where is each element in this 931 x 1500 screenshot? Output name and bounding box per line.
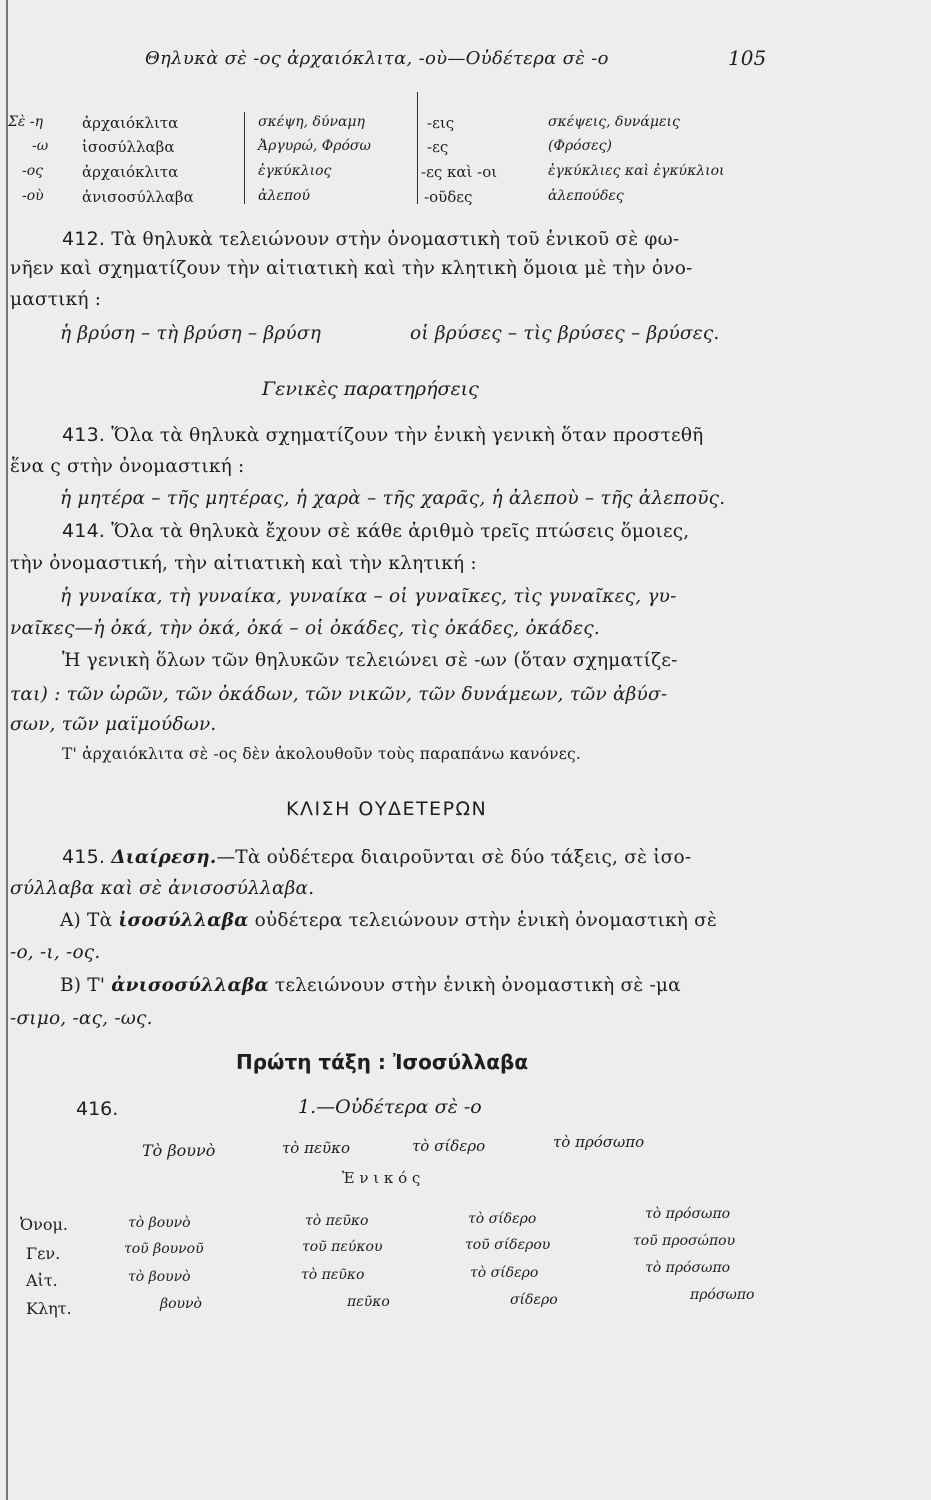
declension-cell: τὸ πρόσωπο (645, 1260, 731, 1276)
case-label: Γεν. (26, 1244, 61, 1263)
page-number: 105 (728, 46, 767, 70)
class-heading: Πρώτη τάξη : Ἰσοσύλλαβα (236, 1050, 529, 1074)
table-row: -ος (22, 163, 43, 179)
section-heading-neuter: ΚΛΙΣΗ ΟΥΔΕΤΕΡΩΝ (286, 798, 488, 820)
term-division: Διαίρεση. (111, 847, 217, 868)
example-singular: ἡ βρύση – τὴ βρύση – βρύση (60, 323, 321, 344)
noun-heading: τὸ πεῦκο (282, 1139, 350, 1157)
declension-cell: τὸ βουνὸ (128, 1269, 191, 1285)
declension-cell: τὸ πεῦκο (305, 1213, 369, 1229)
table-row: -οὺ (22, 188, 44, 204)
declension-cell: τὸ σίδερο (468, 1211, 537, 1227)
subheading: 1.—Οὐδέτερα σὲ -ο (298, 1096, 482, 1118)
declension-cell: τὸ πρόσωπο (645, 1206, 731, 1222)
item-b: Β) Τ' ἀνισοσύλλαβα τελειώνουν στὴν ἑνικὴ ὀνομαστικὴ σὲ -μα (60, 975, 681, 996)
declension-cell: τοῦ προσώπου (633, 1233, 736, 1249)
paragraph-number: 413. (62, 424, 106, 446)
noun-heading: τὸ σίδερο (412, 1137, 486, 1155)
note: Τ' ἀρχαιόκλιτα σὲ -ος δὲν ἀκολουθοῦν τοὺς παραπάνω κανόνες. (62, 745, 582, 763)
example-genitive: ἡ μητέρα – τῆς μητέρας, ἡ χαρὰ – τῆς χαρᾶς, ἡ ἀλεποὺ – τῆς ἀλεποῦς. (60, 488, 726, 509)
noun-heading: Τὸ βουνὸ (142, 1141, 216, 1160)
declension-cell: σίδερο (510, 1292, 558, 1308)
book-page: Θηλυκὰ σὲ -ος ἀρχαιόκλιτα, -οὺ—Οὐδέτερα σὲ -ο 105 Σὲ -η ἀρχαιόκλιτα σκέψη, δύναμη -εις σκέψεις, δυνάμεις -ω ἰσοσύλλαβα Ἀργυρώ, Φρόσω -ες (Φρόσες) -ος ἀρχαιόκλιτα ἐγκύκλιος -ες καὶ -οι ἐγκύκλιες καὶ ἐγκύκλιοι -οὺ ἀνισοσύλλαβα ἀλεπού -οῦδες ἀλεπούδες 412. Τὰ θηλυκὰ τελειώνουν στὴν ὀνομαστικὴ τοῦ ἑνικοῦ σὲ φω- νῆεν καὶ σχηματίζουν τὴν αἰτιατικὴ καὶ τὴν κλητικὴ ὅμοια μὲ τὴν ὀνο- μαστική : ἡ βρύση – τὴ βρύση – βρύση οἱ βρύσες – τὶς βρύσες – βρύσες. Γενικὲς παρατηρήσεις 413. Ὅλα τὰ θηλυκὰ σχηματίζουν τὴν ἑνικὴ γενικὴ ὅταν προστεθῆ ἕνα ς στὴν ὀνομαστική : ἡ μητέρα – τῆς μητέρας, ἡ χαρὰ – τῆς χαρᾶς, ἡ ἀλεποὺ – τῆς ἀλεποῦς. 414. Ὅλα τὰ θηλυκὰ ἔχουν σὲ κάθε ἀριθμὸ τρεῖς πτώσεις ὅμοιες, τὴν ὀνομαστική, τὴν αἰτιατικὴ καὶ τὴν κλητική : ἡ γυναίκα, τὴ γυναίκα, γυναίκα – οἱ γυναῖκες, τὶς γυναῖκες, γυ- ναῖκες—ἡ ὀκά, τὴν ὀκά, ὀκά – οἱ ὀκάδες, τὶς ὀκάδες, ὀκάδες. Ἡ γενικὴ ὅλων τῶν θηλυκῶν τελειώνει σὲ -ων (ὅταν σχηματίζε- ται) : τῶν ὡρῶν, τῶν ὀκάδων, τῶν νικῶν, τῶν δυνάμεων, τῶν ἀβύσ- σων, τῶν μαϊμούδων. Τ' ἀρχαιόκλιτα σὲ -ος δὲν ἀκολουθοῦν τοὺς παραπάνω κανόνες. ΚΛΙΣΗ ΟΥΔΕΤΕΡΩΝ 415. Διαίρεση.—Τὰ οὐδέτερα διαιροῦνται σὲ δύο τάξεις, σὲ ἰσο- σύλλαβα καὶ σὲ ἀνισοσύλλαβα. Α) Τὰ ἰσοσύλλαβα οὐδέτερα τελειώνουν στὴν ἑνικὴ ὀνομαστικὴ σὲ -ο, -ι, -ος. Β) Τ' ἀνισοσύλλαβα τελειώνουν στὴν ἑνικὴ ὀνομαστικὴ σὲ -μα -σιμο, -ας, -ως. Πρώτη τάξη : Ἰσοσύλλαβα 416. 1.—Οὐδέτερα σὲ -ο Τὸ βουνὸ τὸ πεῦκο τὸ σίδερο τὸ πρόσωπο Ἑ ν ι κ ό ς Ὀνομ. Γεν. Αἰτ. Κλητ. τὸ βουνὸ τοῦ βουνοῦ τὸ βουνὸ βουνὸ τὸ πεῦκο τοῦ πεύκου τὸ πεῦκο πεῦκο τὸ σίδερο τοῦ σίδερου τὸ σίδερο σίδερο τὸ πρόσωπο τοῦ προσώπου τὸ πρόσωπο πρόσωπο (0, 0, 931, 1500)
example-plural: οἱ βρύσες – τὶς βρύσες – βρύσες. (410, 323, 720, 344)
number-label: Ἑ ν ι κ ό ς (342, 1169, 421, 1187)
paragraph-number: 412. (62, 228, 106, 250)
declension-cell: βουνὸ (160, 1296, 202, 1312)
paragraph-number: 416. (76, 1098, 119, 1120)
case-label: Αἰτ. (26, 1271, 58, 1290)
declension-cell: τὸ πεῦκο (301, 1267, 365, 1283)
section-heading-general: Γενικὲς παρατηρήσεις (262, 378, 479, 400)
paragraph-number: 415. (62, 846, 106, 868)
declension-cell: τοῦ βουνοῦ (124, 1241, 204, 1257)
case-label: Ὀνομ. (20, 1215, 68, 1234)
declension-cell: τοῦ πεύκου (302, 1239, 383, 1255)
declension-cell: πρόσωπο (690, 1287, 755, 1303)
table-divider (417, 92, 418, 204)
case-label: Κλητ. (26, 1299, 72, 1318)
table-divider (244, 112, 245, 204)
declension-cell: τὸ σίδερο (470, 1265, 539, 1281)
declension-cell: τοῦ σίδερου (465, 1237, 551, 1253)
declension-cell: πεῦκο (347, 1294, 390, 1310)
paragraph-number: 414. (62, 520, 106, 542)
binding-edge (6, 0, 8, 1500)
item-a: Α) Τὰ ἰσοσύλλαβα οὐδέτερα τελειώνουν στὴν ἑνικὴ ὀνομαστικὴ σὲ (60, 910, 718, 931)
running-title: Θηλυκὰ σὲ -ος ἀρχαιόκλιτα, -οὺ—Οὐδέτερα σὲ -ο (145, 48, 609, 69)
table-row: -ω (32, 138, 49, 154)
declension-cell: τὸ βουνὸ (128, 1215, 191, 1231)
noun-heading: τὸ πρόσωπο (553, 1133, 645, 1151)
